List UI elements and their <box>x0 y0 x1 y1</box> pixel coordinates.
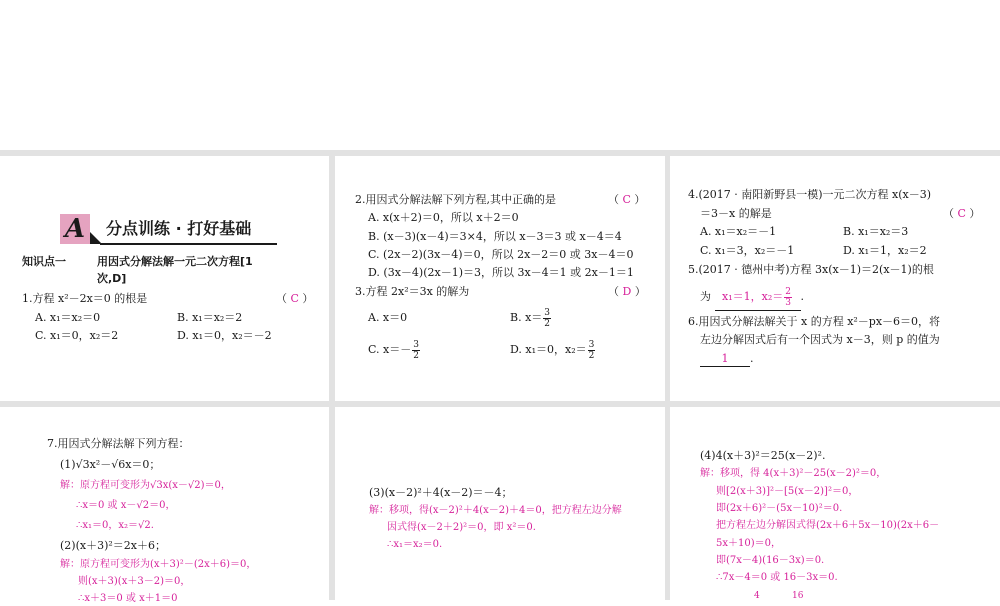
q7-part4-solution-4: 把方程左边分解因式得(2x＋6＋5x－10)(2x＋6－ <box>716 520 940 531</box>
q2-answer-bracket: （ C ） <box>608 193 646 206</box>
q4-option-a: A. x₁＝x₂＝－1 <box>700 225 777 238</box>
q7-stem: 7.用因式分解法解下列方程： <box>47 437 190 450</box>
q7-part4-solution-8a: 4 <box>754 591 760 601</box>
banner-underline <box>100 243 277 245</box>
q7-part3: (3)(x－2)²＋4(x－2)＝－4； <box>369 486 513 499</box>
q3-answer: D <box>622 285 632 298</box>
q7-part3-solution-1: 解：移项，得(x－2)²＋4(x－2)＋4＝0，把方程左边分解 <box>369 505 622 516</box>
q7-part2: (2)(x＋3)²＝2x＋6； <box>60 539 166 552</box>
q7-part1-solution-1: 解：原方程可变形为√3x(x－√2)＝0， <box>60 480 231 491</box>
q5-answer-line: 为 x₁＝1，x₂＝ $\frac{2}{3}$ . <box>700 284 804 311</box>
banner-letter: A <box>64 214 86 244</box>
q4-stem-line2: ＝3－x 的解是 <box>700 207 772 220</box>
knowledge-title: 用因式分解法解一元二次方程[1 <box>97 255 253 268</box>
banner-title: 分点训练 · 打好基础 <box>106 219 252 238</box>
q3-option-a: A. x＝0 <box>368 311 408 324</box>
q3-answer-bracket: （ D ） <box>608 285 646 298</box>
q1-answer: C <box>290 292 299 305</box>
q4-answer-bracket: （ C ） <box>943 207 981 220</box>
q1-option-c: C. x₁＝0，x₂＝2 <box>35 329 119 342</box>
q7-part2-solution-2: 则(x＋3)(x＋3－2)＝0， <box>78 576 191 587</box>
knowledge-label: 知识点一 <box>22 255 66 268</box>
q7-part4-solution-8b: 16 <box>792 591 804 601</box>
q2-option-b: B. (x－3)(x－4)＝3×4，所以 x－3＝3 或 x－4＝4 <box>368 230 622 243</box>
q7-part1-solution-2: ∴x＝0 或 x－√2＝0， <box>76 500 176 511</box>
q6-answer-blank: 1 <box>700 352 750 367</box>
q1-option-a: A. x₁＝x₂＝0 <box>35 311 101 324</box>
q2-stem: 2.用因式分解法解下列方程,其中正确的是 <box>355 193 556 206</box>
q2-option-c: C. (2x－2)(3x－4)＝0，所以 2x－2＝0 或 3x－4＝0 <box>368 248 634 261</box>
q7-part2-solution-3: ∴x＋3＝0 或 x＋1＝0 <box>78 593 178 604</box>
q7-part1-solution-3: ∴x₁＝0，x₂＝√2. <box>76 520 154 531</box>
q4-stem-line1: 4.(2017 · 南阳新野县一模)一元二次方程 x(x－3) <box>688 188 932 201</box>
q6-stem-line1: 6.用因式分解法解关于 x 的方程 x²－px－6＝0，将 <box>688 315 941 328</box>
q4-answer: C <box>957 207 966 220</box>
q3-option-c: C. x＝－ $\frac{3}{2}$ <box>368 339 419 361</box>
q7-part3-solution-3: ∴x₁＝x₂＝0. <box>387 539 443 550</box>
q5-answer-blank: x₁＝1，x₂＝ $\frac{2}{3}$ <box>715 284 801 311</box>
q7-part4-solution-1: 解：移项，得 4(x＋3)²－25(x－2)²＝0， <box>700 468 887 479</box>
q3-option-b: B. x＝ $\frac{3}{2}$ <box>510 307 551 329</box>
q2-option-d: D. (3x－4)(2x－1)＝3，所以 3x－4＝1 或 2x－1＝1 <box>368 266 634 279</box>
q7-part4-solution-3: 即(2x＋6)²－(5x－10)²＝0. <box>716 503 843 514</box>
q4-option-d: D. x₁＝1，x₂＝2 <box>843 244 927 257</box>
q4-option-b: B. x₁＝x₂＝3 <box>843 225 909 238</box>
knowledge-title-cont: 次,D] <box>97 272 127 285</box>
panel-knowledge-1 <box>0 156 329 401</box>
q2-answer: C <box>622 193 631 206</box>
q6-stem-line2: 左边分解因式后有一个因式为 x－3，则 p 的值为 <box>700 333 940 346</box>
q1-stem: 1.方程 x²－2x＝0 的根是 <box>22 292 148 305</box>
q7-part4-solution-2: 则[2(x＋3)]²－[5(x－2)]²＝0， <box>716 486 859 497</box>
q7-part4-solution-7: ∴7x－4＝0 或 16－3x＝0. <box>716 572 838 583</box>
q3-option-d: D. x₁＝0，x₂＝ $\frac{3}{2}$ <box>510 339 595 361</box>
q7-part1: (1)√3x²－√6x＝0； <box>60 458 161 471</box>
q7-part3-solution-2: 因式得(x－2＋2)²＝0，即 x²＝0. <box>387 522 536 533</box>
q3-stem: 3.方程 2x²＝3x 的解为 <box>355 285 470 298</box>
q5-stem: 5.(2017 · 德州中考)方程 3x(x－1)＝2(x－1)的根 <box>688 263 934 276</box>
q4-option-c: C. x₁＝3，x₂＝－1 <box>700 244 795 257</box>
q6-answer-line: 1 . <box>700 352 754 367</box>
q1-option-d: D. x₁＝0，x₂＝－2 <box>177 329 272 342</box>
q2-option-a: A. x(x＋2)＝0，所以 x＋2＝0 <box>368 211 519 224</box>
q7-part4: (4)4(x＋3)²＝25(x－2)². <box>700 449 826 462</box>
q7-part4-solution-6: 即(7x－4)(16－3x)＝0. <box>716 555 825 566</box>
q1-option-b: B. x₁＝x₂＝2 <box>177 311 243 324</box>
q7-part4-solution-5: 5x＋10)＝0， <box>716 538 781 549</box>
q7-part2-solution-1: 解：原方程可变形为(x＋3)²－(2x＋6)＝0， <box>60 559 257 570</box>
q1-answer-bracket: （ C ） <box>276 292 314 305</box>
